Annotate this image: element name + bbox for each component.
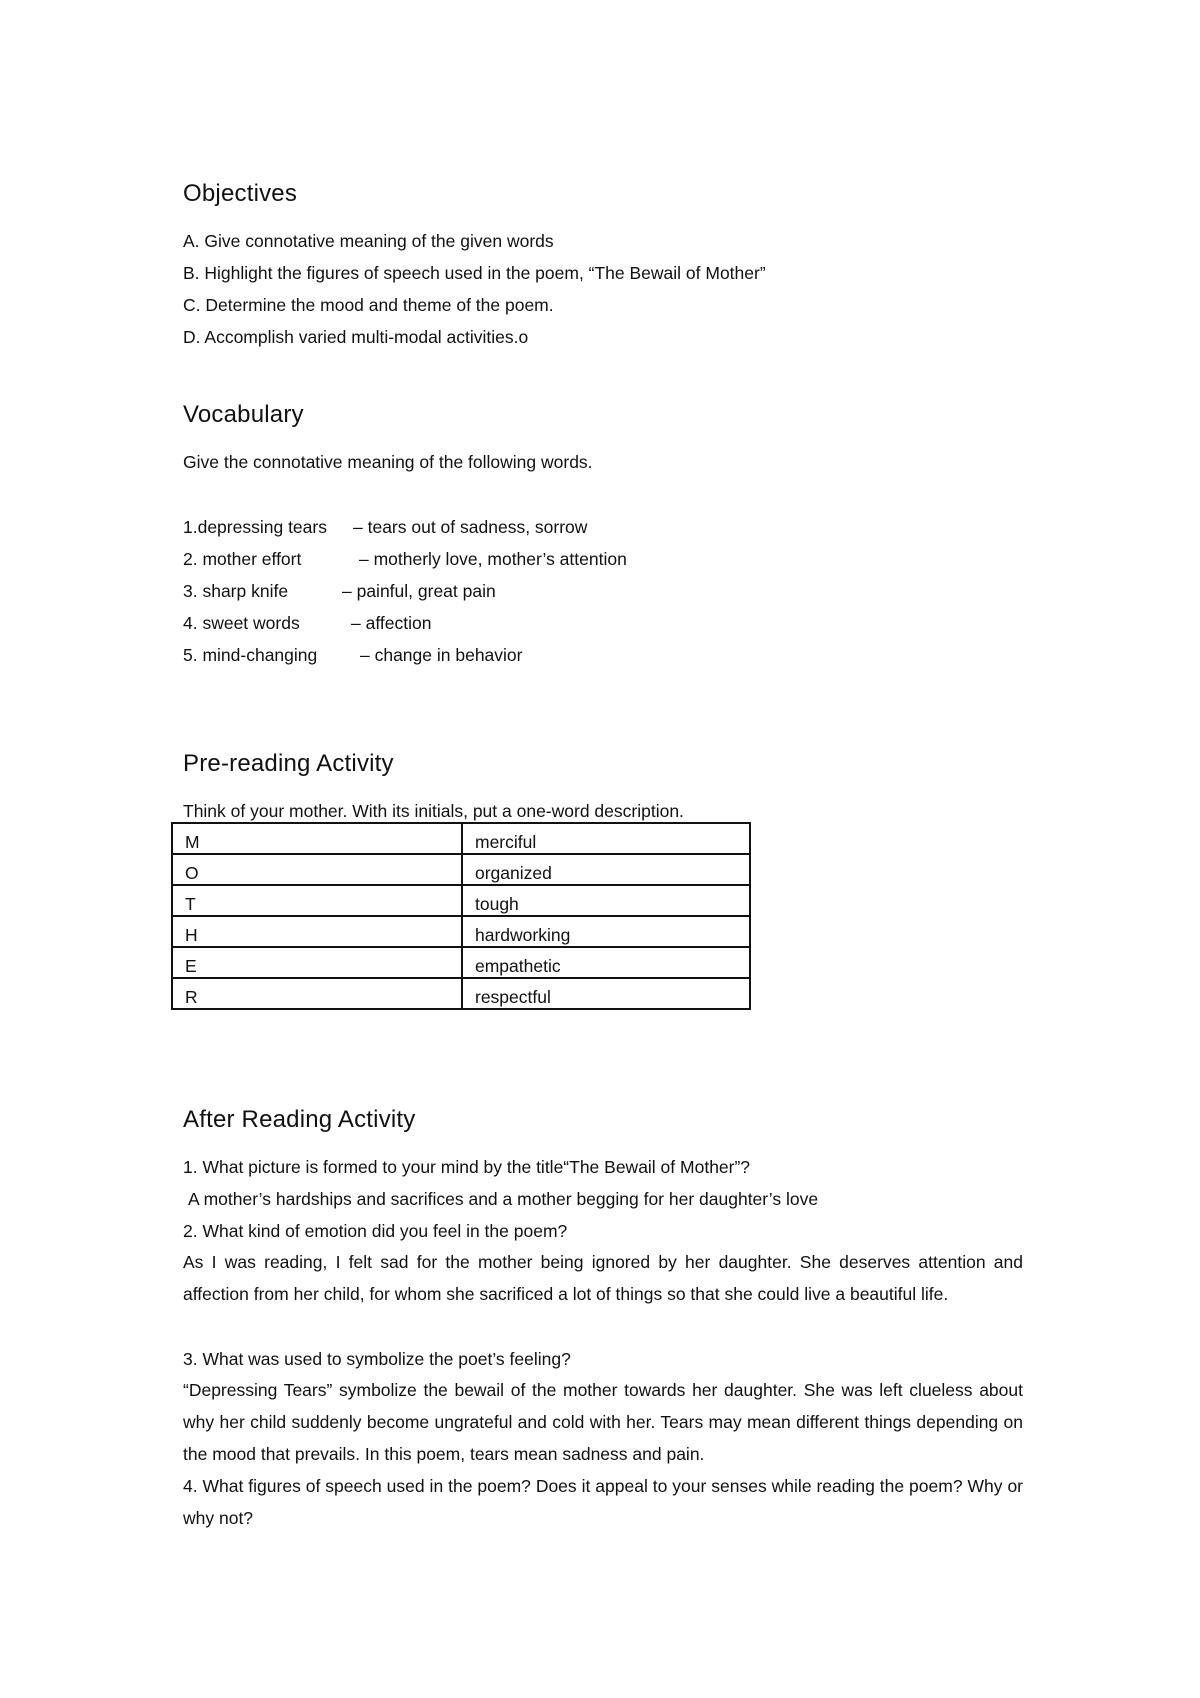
vocab-meaning: – tears out of sadness, sorrow [353,517,588,537]
vocab-meaning: – motherly love, mother’s attention [359,549,627,569]
objective-item-a: A. Give connotative meaning of the given words [183,231,554,251]
vocab-item [183,549,627,570]
vocab-meaning: – change in behavior [360,645,523,665]
table-row [172,978,750,1009]
table-row [172,916,750,947]
table-row [172,854,750,885]
vocab-item [183,645,522,666]
objective-item-b: B. Highlight the figures of speech used in the poem, “The Bewail of Mother” [183,263,766,283]
vocabulary-instruction: Give the connotative meaning of the following words. [183,452,593,472]
question-2: 2. What kind of emotion did you feel in the poem? [183,1221,568,1241]
objectives-heading: Objectives [183,180,298,207]
table-cell-word: tough [462,885,750,916]
table-row [172,947,750,978]
table-cell-letter: O [172,854,462,885]
table-cell-word: hardworking [462,916,750,947]
vocab-item [183,613,431,634]
afterreading-heading: After Reading Activity [183,1106,416,1133]
table-row [172,885,750,916]
table-cell-letter: T [172,885,462,916]
vocab-term: 5. mind-changing [183,645,318,665]
table-cell-letter: H [172,916,462,947]
table-cell-letter: E [172,947,462,978]
vocab-term: 2. mother effort [183,549,302,569]
table-cell-word: merciful [462,823,750,854]
answer-1: A mother’s hardships and sacrifices and a mother begging for her daughter’s love [188,1189,819,1209]
prereading-instruction: Think of your mother. With its initials, put a one-word description. [183,801,684,821]
table-cell-letter: M [172,823,462,854]
objective-item-c: C. Determine the mood and theme of the poem. [183,295,554,315]
answer-2: As I was reading, I felt sad for the mother being ignored by her daughter. She deserves attention and affection from her child, for whom she sacrificed a lot of things so that she could live a beautiful life. [183,1252,1023,1304]
question-1: 1. What picture is formed to your mind by the title“The Bewail of Mother”? [183,1157,751,1177]
table-cell-word: empathetic [462,947,750,978]
table-row [172,823,750,854]
table-cell-word: respectful [462,978,750,1009]
question-4: 4. What figures of speech used in the poem? Does it appeal to your senses while reading the poem? Why or why not? [183,1476,1023,1528]
table-cell-letter: R [172,978,462,1009]
vocab-term: 3. sharp knife [183,581,289,601]
question-3: 3. What was used to symbolize the poet’s feeling? [183,1349,571,1369]
vocab-item [183,517,587,538]
objective-item-d: D. Accomplish varied multi-modal activities.o [183,327,529,347]
vocab-meaning: – affection [351,613,432,633]
vocab-term: 4. sweet words [183,613,300,633]
answer-3: “Depressing Tears” symbolize the bewail of the mother towards her daughter. She was left clueless about why her child suddenly become ungrateful and cold with her. Tears may mean different things depending on the mood that prevails. In this poem, tears mean sadness and pain. [183,1380,1023,1464]
vocab-meaning: – painful, great pain [342,581,496,601]
mother-acronym-table [171,822,751,1010]
table-cell-word: organized [462,854,750,885]
prereading-heading: Pre-reading Activity [183,750,394,777]
vocabulary-heading: Vocabulary [183,401,304,428]
vocab-item [183,581,496,602]
vocab-term: 1.depressing tears [183,517,327,537]
